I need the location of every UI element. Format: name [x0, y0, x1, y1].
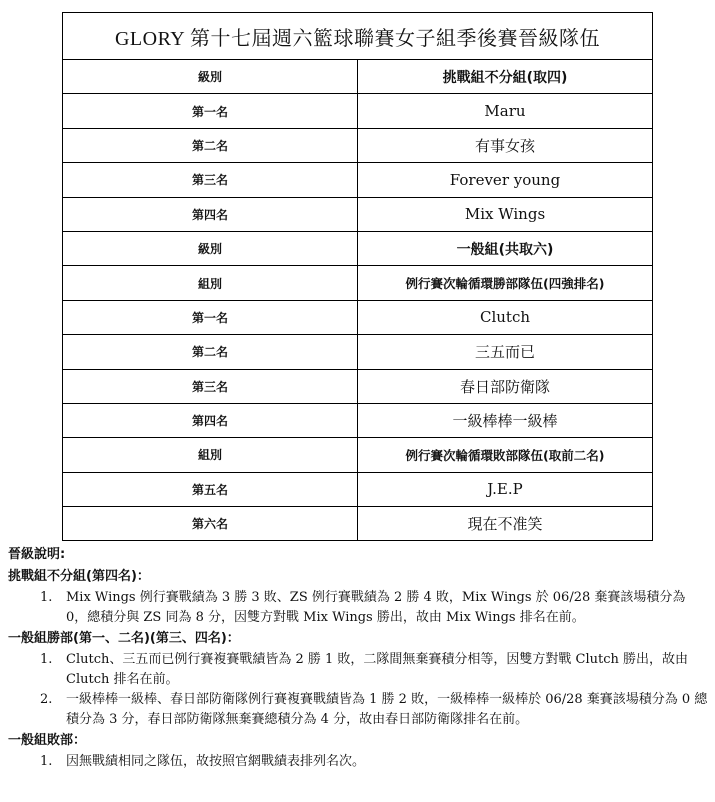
- table-row: [63, 300, 653, 334]
- section-heading-losers: 一般組敗部：: [8, 733, 87, 748]
- table-row: [63, 128, 653, 162]
- table-row: [63, 94, 653, 128]
- team-name: Clutch: [358, 300, 653, 334]
- team-name: 一級棒棒一級棒: [358, 403, 653, 437]
- table-row: [63, 472, 653, 506]
- table-row: [63, 197, 653, 231]
- team-name: 有事女孩: [358, 128, 653, 162]
- section-heading-challenge: 挑戰組不分組(第四名)：: [8, 569, 150, 584]
- losers-header-row: [63, 438, 653, 472]
- title-row: [63, 13, 653, 60]
- challenge-group-header: 挑戰組不分組(取四): [358, 60, 653, 94]
- table-row: [63, 335, 653, 369]
- rank-label: 第一名: [63, 300, 358, 334]
- team-name: Mix Wings: [358, 197, 653, 231]
- note-item: [8, 752, 710, 772]
- note-number: 1.: [40, 652, 53, 667]
- qualification-notes: [8, 544, 710, 772]
- rank-label: 第四名: [63, 403, 358, 437]
- group-label: 組別: [63, 266, 358, 300]
- note-text: 因無戰績相同之隊伍，故按照官網戰績表排列名次。: [66, 754, 366, 769]
- rank-label: 第五名: [63, 472, 358, 506]
- team-name: 三五而已: [358, 335, 653, 369]
- table-row: [63, 163, 653, 197]
- note-item: [8, 650, 710, 690]
- team-name: 春日部防衛隊: [358, 369, 653, 403]
- note-text: Clutch、三五而已例行賽複賽戰績皆為 2 勝 1 敗，二隊間無棄賽積分相等，因雙方對戰 Clutch 勝出，故由 Clutch 排名在前。: [66, 652, 689, 687]
- qualified-teams-table: [62, 12, 653, 541]
- team-name: J.E.P: [358, 472, 653, 506]
- rank-label: 第三名: [63, 163, 358, 197]
- challenge-header-row: [63, 60, 653, 94]
- group-label: 組別: [63, 438, 358, 472]
- losers-bracket-header: 例行賽次輪循環敗部隊伍(取前二名): [358, 438, 653, 472]
- team-name: Maru: [358, 94, 653, 128]
- note-number: 1.: [40, 590, 53, 605]
- table-row: [63, 403, 653, 437]
- level-label: 級別: [63, 60, 358, 94]
- note-item: [8, 690, 710, 730]
- rank-label: 第四名: [63, 197, 358, 231]
- note-item: [8, 588, 710, 628]
- rank-label: 第一名: [63, 94, 358, 128]
- rank-label: 第二名: [63, 335, 358, 369]
- rank-label: 第二名: [63, 128, 358, 162]
- winners-bracket-header: 例行賽次輪循環勝部隊伍(四強排名): [358, 266, 653, 300]
- section-heading-winners: 一般組勝部(第一、二名)(第三、四名)：: [8, 631, 240, 646]
- table-title: GLORY 第十七屆週六籃球聯賽女子組季後賽晉級隊伍: [63, 13, 653, 60]
- table-row: [63, 507, 653, 541]
- winners-header-row: [63, 266, 653, 300]
- note-text: 一級棒棒一級棒、春日部防衛隊例行賽複賽戰績皆為 1 勝 2 敗，一級棒棒一級棒於 06/28 棄賽該場積分為 0 總積分為 3 分，春日部防衛隊無棄賽總積分為 4 分，故由春日部防衛隊排名在前。: [66, 692, 708, 727]
- general-header-row: [63, 231, 653, 265]
- rank-label: 第三名: [63, 369, 358, 403]
- rank-label: 第六名: [63, 507, 358, 541]
- notes-heading: 晉級說明:: [8, 547, 66, 562]
- note-text: Mix Wings 例行賽戰績為 3 勝 3 敗、ZS 例行賽戰績為 2 勝 4 敗，Mix Wings 於 06/28 棄賽該場積分為 0，總積分與 ZS 同為 8 分，因雙方對戰 Mix Wings 勝出，故由 Mix Wings 排名在前。: [66, 590, 686, 625]
- level-label: 級別: [63, 231, 358, 265]
- general-group-header: 一般組(共取六): [358, 231, 653, 265]
- table-row: [63, 369, 653, 403]
- team-name: 現在不准笑: [358, 507, 653, 541]
- team-name: Forever young: [358, 163, 653, 197]
- note-number: 2.: [40, 692, 53, 707]
- note-number: 1.: [40, 754, 53, 769]
